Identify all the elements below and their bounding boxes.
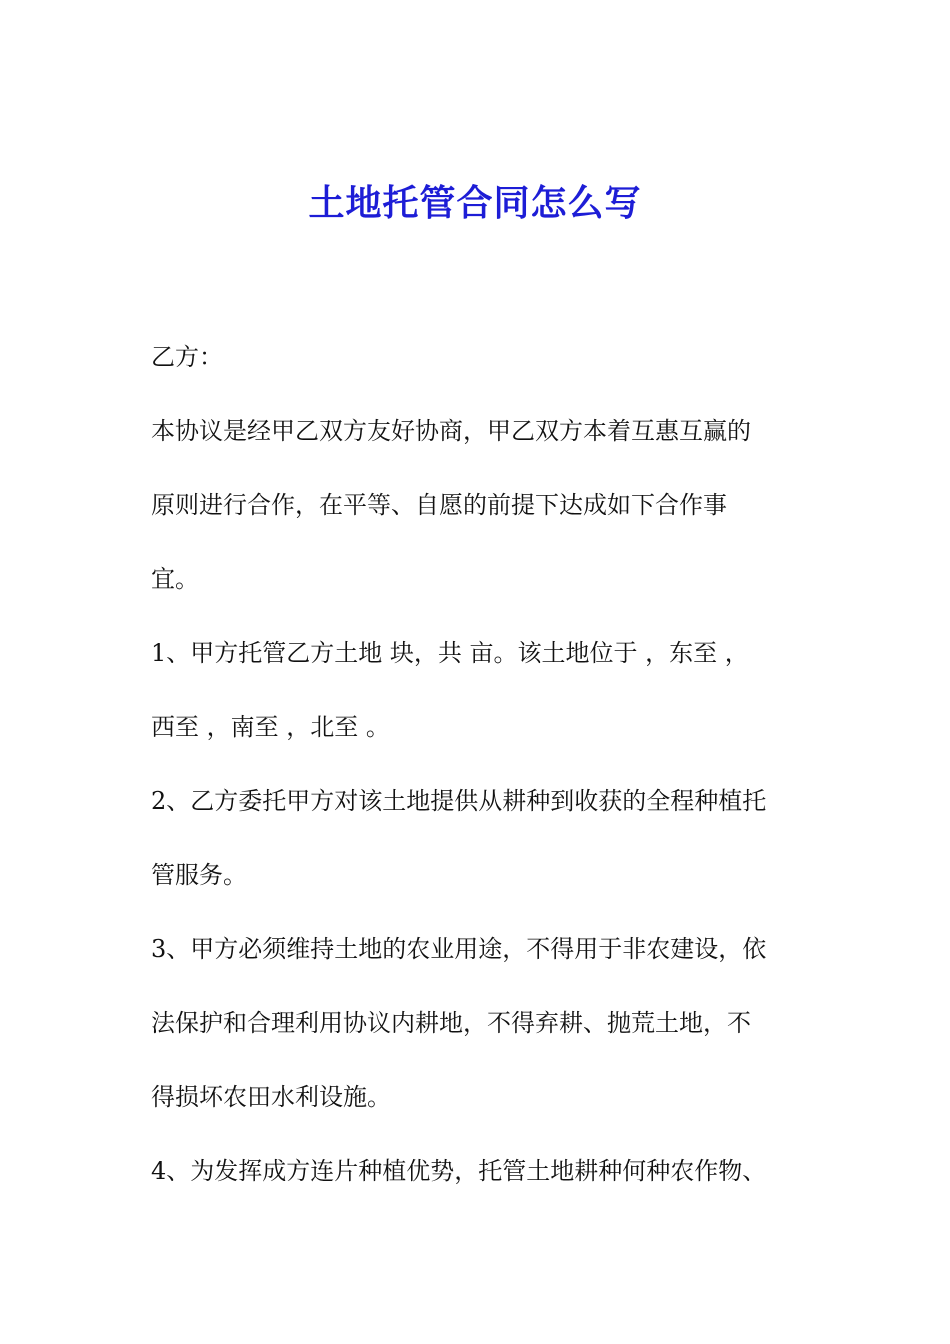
document-title: 土地托管合同怎么写 xyxy=(308,182,642,224)
clause-4-line: 4、为发挥成方连片种植优势，托管土地耕种何种农作物、 xyxy=(151,1157,767,1185)
clause-3-line: 3、甲方必须维持土地的农业用途，不得用于非农建设，依 xyxy=(151,935,767,963)
clause-2-line: 2、乙方委托甲方对该土地提供从耕种到收获的全程种植托 xyxy=(151,787,767,815)
text-line: 原则进行合作，在平等、自愿的前提下达成如下合作事 xyxy=(151,491,727,519)
document-body xyxy=(151,320,811,1208)
text-line: 宜。 xyxy=(151,565,199,593)
text-line: 本协议是经甲乙双方友好协商，甲乙双方本着互惠互赢的 xyxy=(151,417,751,445)
clause-2-line: 管服务。 xyxy=(151,861,247,889)
clause-1-line: 1、甲方托管乙方土地 块，共 亩。该土地位于 ，东至 ， xyxy=(151,639,749,667)
clause-1-line: 西至 ，南至 ，北至 。 xyxy=(151,713,390,741)
clause-3-line: 法保护和合理利用协议内耕地，不得弃耕、抛荒土地，不 xyxy=(151,1009,751,1037)
text-line-party-b: 乙方： xyxy=(151,343,223,371)
clause-3-line: 得损坏农田水利设施。 xyxy=(151,1083,391,1111)
